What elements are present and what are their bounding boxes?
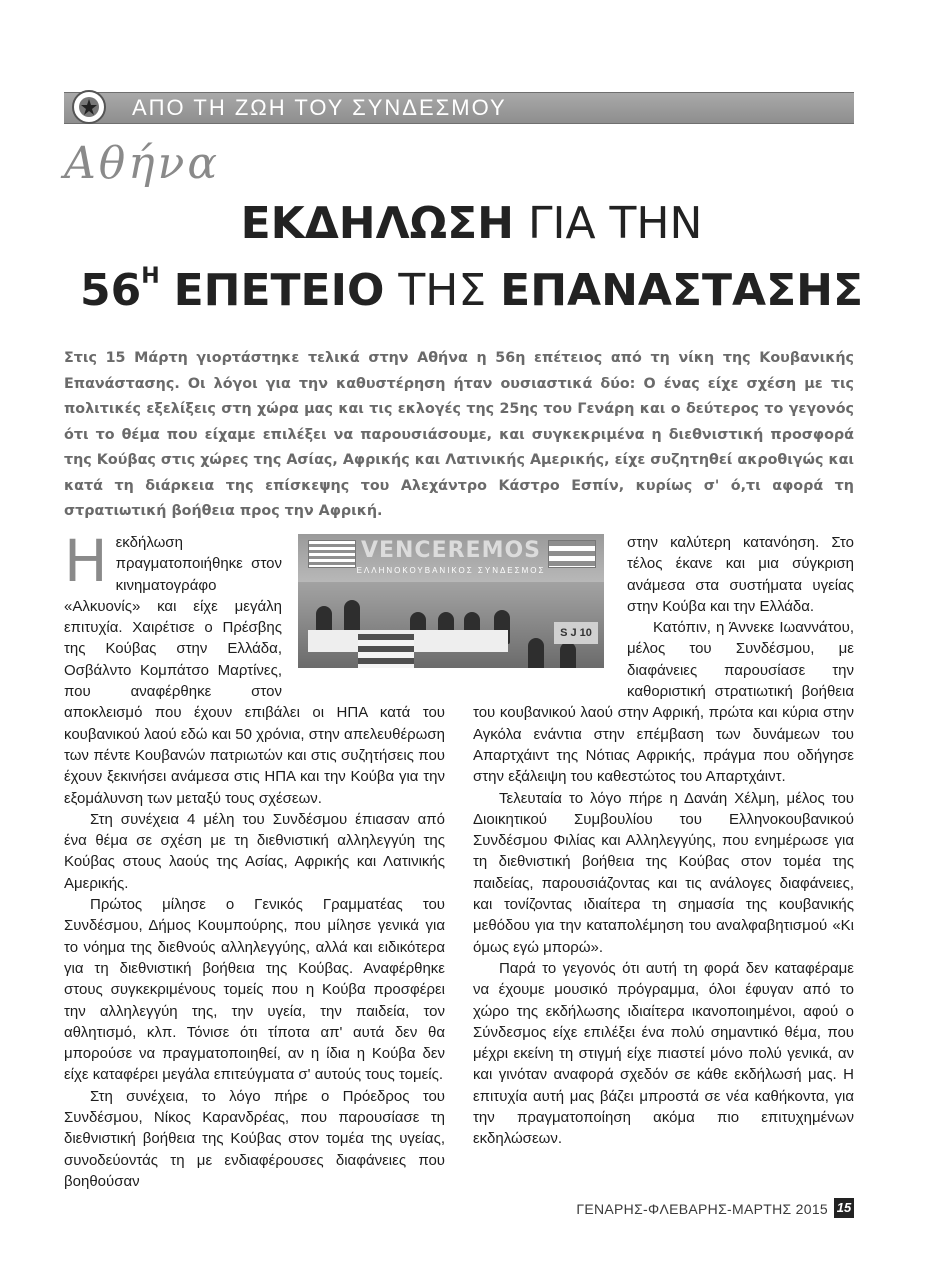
headline-bold-3: ΕΠΑΝΑΣΤΑΣΗΣ [500, 265, 864, 316]
dropcap: Η [64, 527, 108, 595]
section-title: ΑΠΟ ΤΗ ΖΩΗ ΤΟΥ ΣΥΝΔΕΣΜΟΥ [132, 95, 507, 120]
headline-superscript: Η [141, 264, 160, 289]
paragraph-2: Στη συνέχεια 4 μέλη του Συνδέσμου έπιασαν από ένα θέμα σε σχέση με τη διεθνιστική αλληλεγγύη της Κούβας στους λαούς της Ασίας, Αφρικής και Λατινικής Αμερικής. [64, 810, 445, 892]
paragraph-3: Πρώτος μίλησε ο Γενικός Γραμματέας του Συνδέσμου, Δήμος Κουμπούρης, που μίλησε γενικά για το νόημα της διεθνούς αλληλεγγύης, αλλά και ειδικότερα για τη διεθνιστική βοήθεια της Κούβας. Αναφέρθηκε στους συγκεκριμένους τομείς που η Κούβα προσφέρει την αλληλεγγύη της, την υγεία, την παιδεία, τον αθλητισμό, κλπ. Τόνισε ότι τίποτα απ' αυτά δεν θα μπορούσε να πραγματοποιηθεί, αν η ίδια η Κούβα δεν είχε καταφέρει μεγάλα επιτεύγματα σ' αυτούς τους τομείς. [64, 896, 445, 1084]
paragraph-5: στην καλύτερη κατανόηση. Στο τέλος έκανε και μια σύγκριση ανάμεσα στα συστήματα υγείας στην Κούβα και την Ελλάδα. [627, 534, 854, 615]
section-header-bar [64, 92, 854, 124]
headline-thin-2: ΤΗΣ [398, 265, 487, 316]
headline-thin-1: ΓΙΑ ΤΗΝ [527, 198, 703, 249]
paragraph-7: Τελευταία το λόγο πήρε η Δανάη Χέλμη, μέλος του Διοικητικού Συμβουλίου του Ελληνοκουβανικού Συνδέσμου Φιλίας και Αλληλεγγύης, που ενημέρωσε για τη διεθνιστική βοήθεια της Κούβας στον τομέα της παιδείας, παρουσιάζοντας και τις ανάλογες διαφάνειες, και τονίζοντας ιδιαίτερα τη σημασία της κουβανικής μεθόδου για την καταπολέμηση του αναλφαβητισμού «Κι όμως εγώ μπορώ». [473, 789, 854, 956]
star-emblem-icon [72, 90, 106, 124]
city-label: Αθήνα [64, 138, 221, 189]
paragraph-8: Παρά το γεγονός ότι αυτή τη φορά δεν καταφέραμε να έχουμε μουσικό πρόγραμμα, όλοι έφυγαν από το χώρο της εκδήλωσης ιδιαίτερα ικανοποιημένοι, αφού ο Σύνδεσμος είχε επιλέξει ένα πολύ σημαντικό θέμα, που μέχρι εκείνη τη στιγμή είχε πιαστεί μόνο πολύ γενικά, αν και γινόταν αναφορά σχεδόν σε κάθε εκδήλωσή μας. Η επιτυχία αυτή μας βάζει μπροστά σε νέα καθήκοντα, για την πραγματοποίηση ακόμα πιο επιτυχημένων εκδηλώσεων. [473, 959, 854, 1148]
photo-banner-text: VENCEREMOS [360, 538, 542, 563]
paragraph-6: Κατόπιν, η Άννεκε Ιωαννάτου, μέλος του Συνδέσμου, με διαφάνειες παρουσίασε την καθοριστική στρατιωτική βοήθεια του κουβανικού λαού στην Αφρική, πρώτα και κύρια στην Αγκόλα ενάντια στην επέμβαση των δυνάμεων του Απαρτχάιντ της Νότιας Αφρικής, πράγμα που οδήγησε στην εξάλειψη του καθεστώτος του Απαρτχάιντ. [473, 619, 854, 786]
photo-sign: S J 10 [554, 622, 598, 644]
photo-spacer [473, 532, 613, 698]
photo-banner-subtitle: ΕΛΛΗΝΟΚΟΥΒΑΝΙΚΟΣ ΣΥΝΔΕΣΜΟΣ [356, 566, 546, 575]
paragraph-1-text: εκδήλωση πραγματοποιήθηκε στον κινηματογράφο «Αλκυονίς» και είχε μεγάλη επιτυχία. Χαιρέτισε ο Πρέσβης της Κούβας στην Ελλάδα, Οσβάλντο Κομπάτσο Μαρτίνες, που αναφέρθηκε στον αποκλεισμό που έχουν επιβάλει οι ΗΠΑ κατά του κουβανικού λαού εδώ και 50 χρόνια, στην απελευθέρωση των πέντε Κουβανών πατριωτών και στις συζητήσεις που έχουν ξεκινήσει ανάμεσα στις ΗΠΑ και την Κούβα για την εξομάλυνση των μεταξύ τους σχέσεων. [64, 534, 445, 807]
headline-bold-1: ΕΚΔΗΛΩΣΗ [240, 198, 514, 249]
page-number: 15 [834, 1198, 854, 1218]
article-column-right [473, 532, 854, 1150]
headline-number: 56 [79, 265, 142, 316]
lead-paragraph: Στις 15 Μάρτη γιορτάστηκε τελικά στην Αθήνα η 56η επέτειος από τη νίκη της Κουβανικής Επανάστασης. Οι λόγοι για την καθυστέρηση ήταν ουσιαστικά δύο: Ο ένας είχε σχέση με τις πολιτικές εξελίξεις στη χώρα μας και τις εκλογές της 25ης του Γενάρη και ο δεύτερος το γεγονός ότι το θέμα που είχαμε επιλέξει να παρουσιάσουμε, και συγκεκριμένα η διεθνιστική προσφορά της Κούβας στις χώρες της Ασίας, Αφρικής και Λατινικής Αμερικής, είχε συζητηθεί ακροθιγώς και κατά τη διάρκεια της επίσκεψης του Αλεχάντρο Κάστρο Εσπίν, κυρίως σ' ό,τι αφορά τη στρατιωτική βοήθεια προς την Αφρική. [64, 350, 854, 519]
issue-footer: ΓΕΝΑΡΗΣ-ΦΛΕΒΑΡΗΣ-ΜΑΡΤΗΣ 2015 [576, 1201, 828, 1217]
headline-bold-2: ΕΠΕΤΕΙΟ [173, 265, 385, 316]
photo-spacer [288, 532, 445, 698]
article-column-left [64, 527, 445, 1192]
headline-line-2 [30, 264, 913, 316]
headline-line-1 [30, 198, 913, 249]
paragraph-4: Στη συνέχεια, το λόγο πήρε ο Πρόεδρος του Συνδέσμου, Νίκος Καρανδρέας, που παρουσίασε τη διεθνιστική βοήθεια της Κούβας στον τομέα της υγείας, συνοδεύοντάς τη με ενδιαφέρουσες διαφάνειες που βοηθούσαν [64, 1087, 445, 1190]
